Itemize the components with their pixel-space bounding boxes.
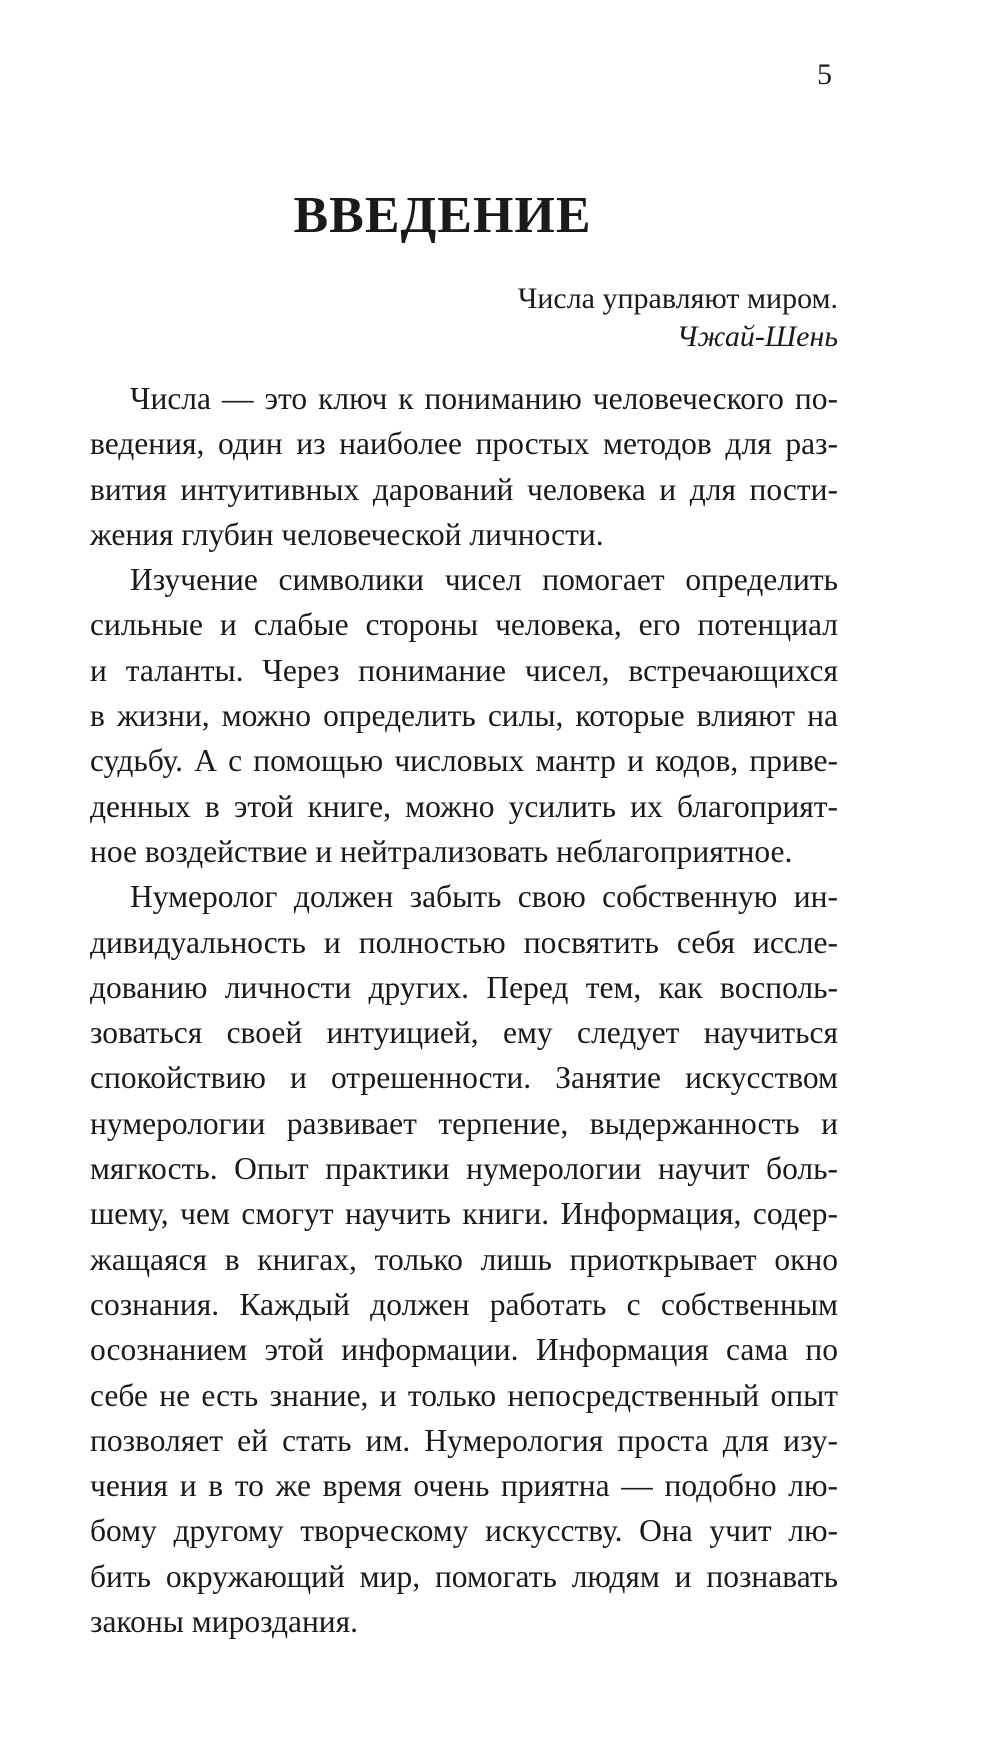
- text-line: вития интуитивных дарований человека и для пости-: [90, 471, 838, 507]
- text-line: чения и в то же время очень приятна — подобно лю-: [90, 1468, 838, 1504]
- text-line: шему, чем смогут научить книги. Информация, содер-: [90, 1196, 838, 1232]
- text-line: Нумеролог должен забыть свою собственную ин-: [130, 879, 838, 915]
- text-line: позволяет ей стать им. Нумерология проста для изу-: [90, 1422, 838, 1458]
- epigraph: [518, 280, 838, 356]
- epigraph-author: Чжай-Шень: [676, 320, 838, 353]
- text-line: бить окружающий мир, помогать людям и познавать: [90, 1558, 838, 1594]
- page-number: 5: [817, 58, 832, 91]
- text-line: мягкость. Опыт практики нумерологии научит боль-: [90, 1151, 838, 1187]
- text-line: зоваться своей интуицией, ему следует научиться: [90, 1015, 838, 1051]
- text-line: осознанием этой информации. Информация сама по: [90, 1332, 838, 1368]
- text-line: себе не есть знание, и только непосредственный опыт: [90, 1377, 838, 1413]
- text-line: жения глубин человеческой личности.: [90, 516, 604, 552]
- text-line: денных в этой книге, можно усилить их благоприят-: [90, 788, 838, 824]
- body-text: [90, 376, 838, 1644]
- chapter-title: ВВЕДЕНИЕ: [293, 187, 592, 244]
- text-line: сильные и слабые стороны человека, его потенциал: [90, 607, 838, 643]
- text-line: жащаяся в книгах, только лишь приоткрывает окно: [90, 1241, 838, 1277]
- text-line: в жизни, можно определить силы, которые влияют на: [90, 698, 838, 734]
- text-line: дивидуальность и полностью посвятить себя иссле-: [90, 924, 838, 960]
- text-line: судьбу. А с помощью числовых мантр и кодов, приве-: [90, 743, 838, 779]
- text-line: дованию личности других. Перед тем, как восполь-: [90, 969, 838, 1005]
- text-line: законы мироздания.: [90, 1604, 359, 1640]
- text-line: ведения, один из наиболее простых методов для раз-: [90, 426, 838, 462]
- text-line: и таланты. Через понимание чисел, встречающихся: [90, 652, 838, 688]
- text-line: бому другому творческому искусству. Она учит лю-: [90, 1513, 838, 1549]
- text-line: ное воздействие и нейтрализовать неблагоприятное.: [90, 833, 793, 869]
- text-line: Числа — это ключ к пониманию человеческого по-: [130, 381, 838, 416]
- text-line: Изучение символики чисел помогает определить: [130, 562, 838, 598]
- text-line: сознания. Каждый должен работать с собственным: [90, 1286, 838, 1322]
- epigraph-quote: Числа управляют миром.: [517, 282, 838, 315]
- text-line: спокойствию и отрешенности. Занятие искусством: [90, 1060, 838, 1096]
- text-line: нумерологии развивает терпение, выдержанность и: [90, 1105, 838, 1141]
